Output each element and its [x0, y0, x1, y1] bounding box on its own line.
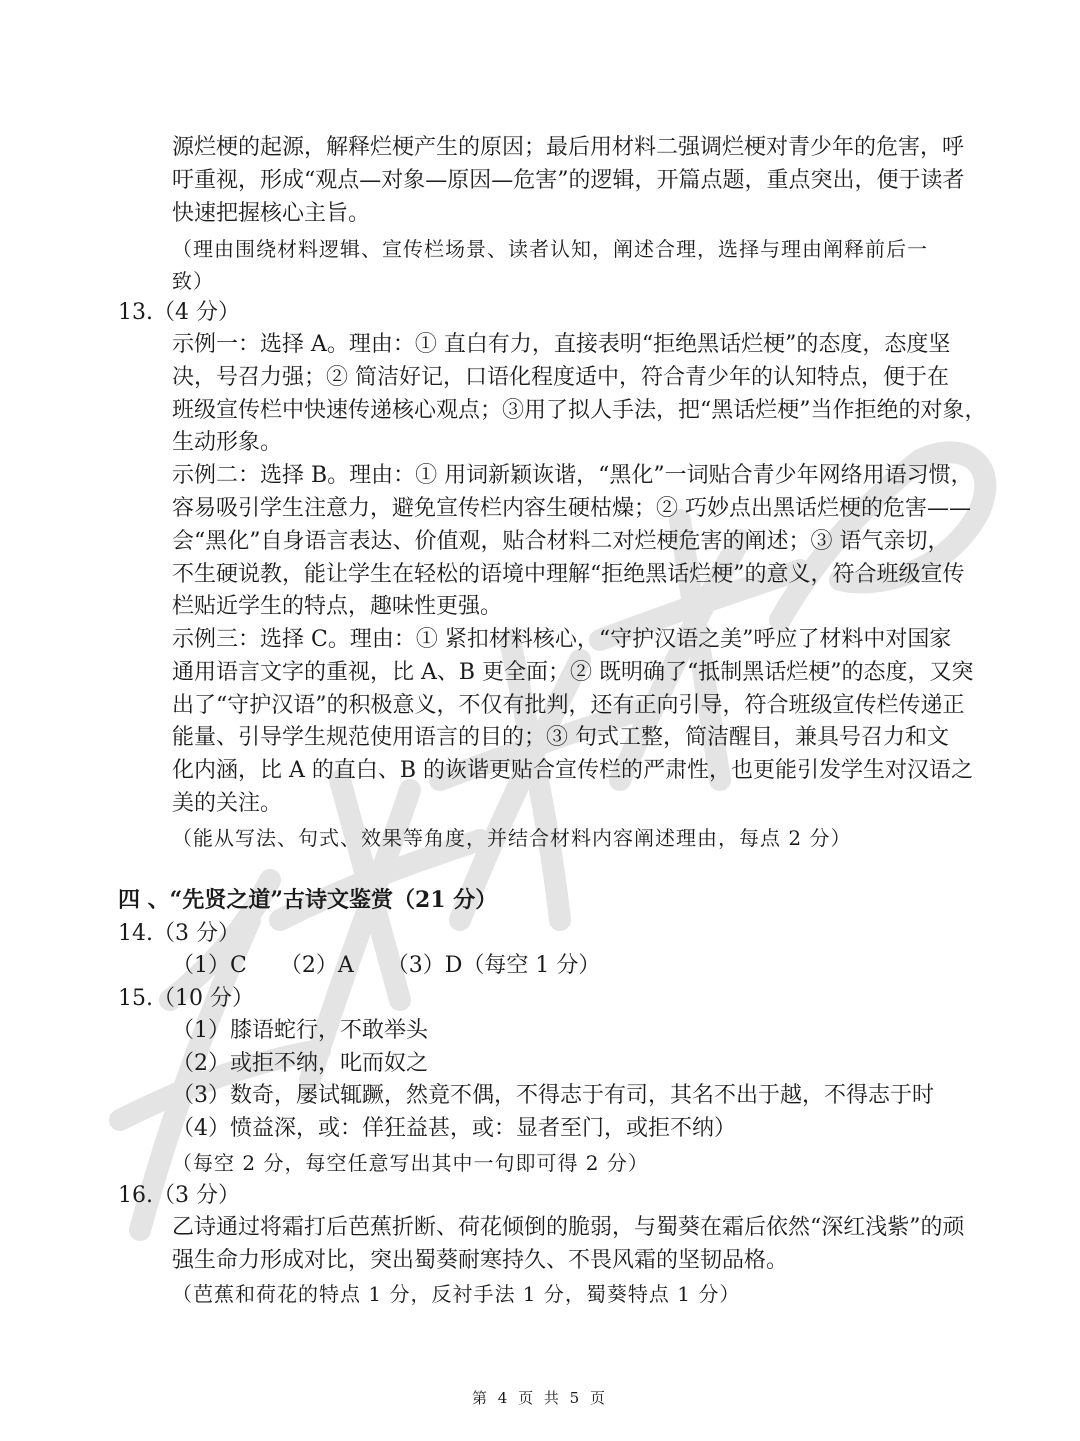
q15-scoring-note: （每空 2 分，每空任意写出其中一句即可得 2 分） [172, 1151, 649, 1175]
q16-answer-line: 强生命力形成对比，突出蜀葵耐寒持久、不畏风霜的坚韧品格。 [172, 1248, 789, 1273]
q13-example1-line: 决，号召力强；② 简洁好记，口语化程度适中，符合青少年的认知特点，便于在 [172, 365, 949, 390]
q13-scoring-note: （能从写法、句式、效果等角度，并结合材料内容阐述理由，每点 2 分） [172, 826, 852, 850]
q15-answer-line: （1）膝语蛇行，不敢举头 [172, 1018, 428, 1043]
q13-example3-line: 示例三：选择 C。理由：① 紧扣材料核心，“守护汉语之美”呼应了材料中对国家 [172, 627, 952, 652]
q13-header: 13.（4 分） [118, 300, 240, 325]
section-4-title: 四 、“先贤之道”古诗文鉴赏（21 分） [118, 887, 498, 913]
q16-scoring-note: （芭蕉和荷花的特点 1 分，反衬手法 1 分，蜀葵特点 1 分） [172, 1282, 741, 1306]
q13-example1-line: 示例一：选择 A。理由：① 直白有力，直接表明“拒绝黑话烂梗”的态度，态度坚 [172, 332, 951, 357]
q13-example3-line: 通用语言文字的重视，比 A、B 更全面；② 既明确了“抵制黑话烂梗”的态度，又突 [172, 660, 974, 685]
q13-example3-line: 美的关注。 [172, 791, 283, 816]
q13-example1-line: 班级宣传栏中快速传递核心观点；③用了拟人手法，把“黑话烂梗”当作拒绝的对象， [172, 398, 987, 423]
q13-example1-line: 生动形象。 [172, 430, 283, 455]
q13-example2-line: 不生硬说教，能让学生在轻松的语境中理解“拒绝黑话烂梗”的意义，符合班级宣传 [172, 562, 965, 587]
q12-note-line: （理由围绕材料逻辑、宣传栏场景、读者认知，阐述合理，选择与理由阐释前后一 [172, 237, 928, 261]
q15-header: 15.（10 分） [118, 986, 254, 1011]
q12-text-line: 源烂梗的起源，解释烂梗产生的原因；最后用材料二强调烂梗对青少年的危害，呼 [172, 135, 965, 160]
q15-answer-line: （2）或拒不纳，叱而奴之 [172, 1051, 428, 1076]
q14-header: 14.（3 分） [118, 921, 240, 946]
q12-text-line: 吁重视，形成“观点—对象—原因—危害”的逻辑，开篇点题，重点突出，便于读者 [172, 168, 965, 193]
q13-example3-line: 能量、引导学生规范使用语言的目的；③ 句式工整，简洁醒目，兼具号召力和文 [172, 725, 949, 750]
q15-answer-line: （4）愤益深，或：佯狂益甚，或：显者至门，或拒不纳） [172, 1116, 736, 1141]
page-number-footer: 第 4 页 共 5 页 [472, 1389, 608, 1407]
q13-example3-line: 化内涵，比 A 的直白、B 的诙谐更贴合宣传栏的严肃性，也更能引发学生对汉语之 [172, 758, 974, 783]
q13-example2-line: 示例二：选择 B。理由：① 用词新颖诙谐，“黑化”一词贴合青少年网络用语习惯， [172, 463, 973, 488]
q13-example2-line: 容易吸引学生注意力，避免宣传栏内容生硬枯燥；② 巧妙点出黑话烂梗的危害—— [172, 496, 971, 521]
q15-answer-line: （3）数奇，屡试辄蹶，然竟不偶，不得志于有司，其名不出于越，不得志于时 [172, 1083, 934, 1108]
q12-text-line: 快速把握核心主旨。 [172, 201, 371, 226]
q12-note-line: 致） [172, 269, 214, 293]
q14-answer: （1）C （2）A （3）D（每空 1 分） [172, 953, 601, 978]
q13-example2-line: 栏贴近学生的特点，趣味性更强。 [172, 594, 503, 619]
q13-example3-line: 出了“守护汉语”的积极意义，不仅有批判，还有正向引导，符合班级宣传栏传递正 [172, 693, 965, 718]
q13-example2-line: 会“黑化”自身语言表达、价值观，贴合材料二对烂梗危害的阐述；③ 语气亲切， [172, 529, 950, 554]
q16-answer-line: 乙诗通过将霜打后芭蕉折断、荷花倾倒的脆弱，与蜀葵在霜后依然“深红浅紫”的顽 [172, 1215, 965, 1240]
q16-header: 16.（3 分） [118, 1183, 240, 1208]
